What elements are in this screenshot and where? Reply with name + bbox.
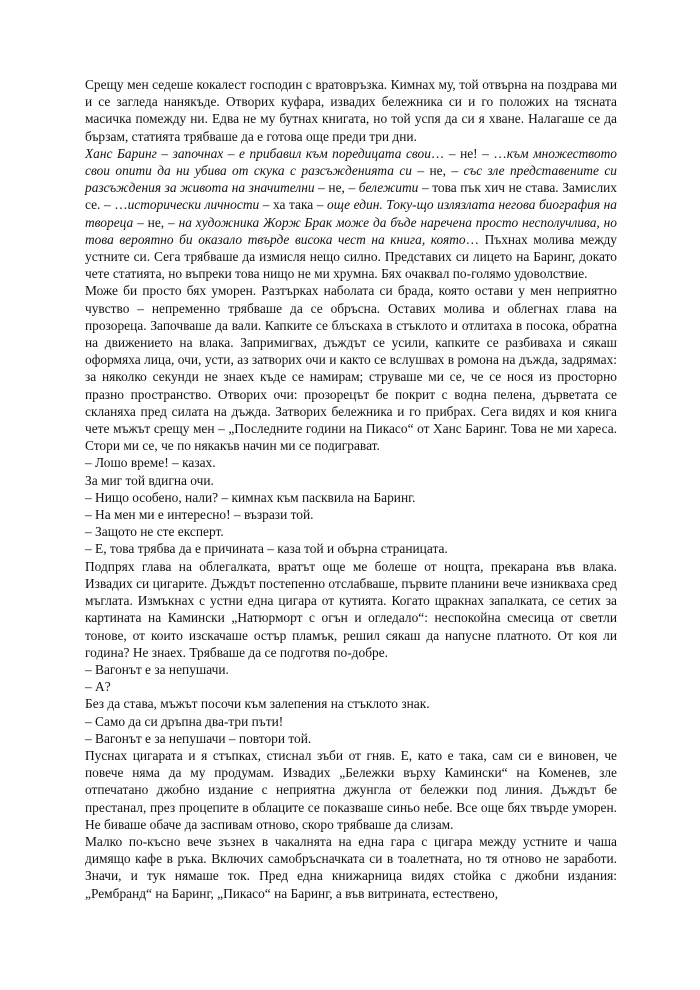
- paragraph: [85, 489, 617, 506]
- paragraph: [85, 661, 617, 678]
- text-run: Може би просто бях уморен. Разтърках наболата си брада, която остави у мен неприятно чувство – непременно трябваше да се обръсна. Оставих молива и облегнах глава на прозореца. Започваше да вали. Капките се блъскаха в стъклото и отлитаха в посока, обратна на движението на влака. Запримигвах, дъждът се усили, капките се разбиваха и сякаш оформяха лица, очи, усти, аз затворих очи и както се вслушвах в ромона на дъжда, задрямах: за няколко секунди не знаех къде се намирам; струваше ми се, че се нося из просторно празно пространство. Отворих очи: прозорецът бе покрит с водна пелена, дърветата се скланяха пред силата на дъжда. Затворих бележника и го прибрах. Сега видях и коя книга чете мъжът срещу мен – „Последните години на Пикасо“ от Ханс Баринг. Това не ми хареса. Стори ми се, че по някакъв начин ми се подиграват.: [85, 283, 617, 454]
- paragraph: [85, 523, 617, 540]
- italic-text-run: със зле представените си разсъждения за живота на значителни: [85, 163, 617, 196]
- italic-text-run: Ханс Баринг – започнах –: [85, 145, 239, 161]
- text-run: – Нищо особено, нали? – кимнах към пасквила на Баринг.: [85, 489, 416, 505]
- text-run: – ха така –: [259, 197, 328, 213]
- text-run: Без да става, мъжът посочи към залепения на стъклото знак.: [85, 696, 430, 712]
- text-run: – Вагонът е за непушачи.: [85, 661, 229, 677]
- italic-text-run: още един. Току-що излязлата негова биография на твореца: [85, 197, 617, 230]
- text-run: Малко по-късно вече зъзнех в чакалнята на една гара с цигара между устните и чаша димящо кафе в ръка. Включих самобръсначката си в тоалетната, но тя отново не заработи. Значи, и тук нямаше ток. Пред една книжарница видях стойка с джобни издания: „Рембранд“ на Баринг, „Пикасо“ на Баринг, а във витрината, естествено,: [85, 833, 617, 901]
- text-run: – А?: [85, 679, 111, 695]
- text-run: – Лошо време! – казах.: [85, 455, 216, 471]
- text-run: Подпрях глава на облегалката, вратът още ме болеше от нощта, прекарана във влака. Извадих си цигарите. Дъждът постепенно отслабваше, първите планини вече изникваха сред мъглата. Измъкнах с устни една цигара от кутията. Когато щракнах запалката, се сетих за картината на Камински „Натюрморт с огън и огледало“: неспокойна смесица от светли тонове, от които изскачаше остър пламък, решил сякаш да напусне платното. От коя ли година? Не знаех. Трябваше да се подготвя по-добре.: [85, 558, 617, 660]
- paragraph: [85, 558, 617, 661]
- paragraph: [85, 282, 617, 454]
- paragraph: [85, 833, 617, 902]
- italic-text-run: към множеството свои опити да ни убива от скука с разсъжденията си: [85, 145, 617, 179]
- text-run: Срещу мен седеше кокалест господин с вратовръзка. Кимнах му, той отвърна на поздрава ми и се загледа нанякъде. Отворих куфара, извадих бележника си и го положих на тясната масичка помежду ни. Едва не му бутнах книгата, но той успя да си я хване. Налагаше се да бързам, статията трябваше да е готова още преди три дни.: [85, 77, 617, 144]
- paragraph: [85, 454, 617, 471]
- text-run: … Пъхнах молива между устните си. Сега трябваше да измисля нещо силно. Представих си лицето на Баринг, докато чете статията, но въпреки това нищо не ми хрумна. Бях очаквал по-голямо удоволствие.: [85, 231, 617, 282]
- document-body: [85, 76, 617, 902]
- text-run: – не, –: [412, 163, 464, 179]
- text-run: – Е, това трябва да е причината – каза той и обърна страницата.: [85, 541, 448, 557]
- text-run: – не, –: [314, 180, 359, 196]
- paragraph: [85, 747, 617, 833]
- text-run: – не, –: [133, 214, 179, 230]
- text-run: За миг той вдигна очи.: [85, 472, 214, 488]
- text-run: – това пък хич не става. Замислих се. – …: [85, 180, 617, 213]
- text-run: – Вагонът е за непушачи – повтори той.: [85, 730, 312, 746]
- text-run: – На мен ми е интересно! – възрази той.: [85, 507, 314, 523]
- paragraph: [85, 730, 617, 747]
- italic-text-run: на художника Жорж Брак може да бъде наречена просто несполучлива, но това вероятно би оказало твърде висока чест на книга, която: [85, 214, 617, 247]
- document-page: [85, 76, 617, 902]
- paragraph: [85, 472, 617, 489]
- italic-text-run: е прибавил към поредицата свои: [239, 145, 431, 161]
- italic-text-run: исторически личности: [127, 197, 260, 213]
- text-run: – Само да си дръпна два-три пъти!: [85, 713, 284, 729]
- paragraph: [85, 506, 617, 523]
- paragraph: [85, 145, 617, 283]
- paragraph: [85, 76, 617, 145]
- italic-text-run: бележити: [358, 180, 419, 196]
- paragraph: [85, 678, 617, 695]
- paragraph: [85, 540, 617, 557]
- text-run: … – не! – …: [430, 145, 507, 161]
- paragraph: [85, 695, 617, 712]
- paragraph: [85, 713, 617, 730]
- text-run: Пуснах цигарата и я стъпках, стиснал зъби от гняв. Е, като е така, сам си е виновен, че повече няма да му продумам. Извадих „Бележки върху Камински“ на Коменев, зле отпечатано джобно издание с неприятна джунгла от бележки под линия. Дъждът бе престанал, през процепите в облаците се показваше синьо небе. Все още бях твърде уморен. Не биваше обаче да заспивам отново, скоро трябваше да слизам.: [85, 747, 617, 832]
- text-run: – Защото не сте експерт.: [85, 524, 224, 540]
